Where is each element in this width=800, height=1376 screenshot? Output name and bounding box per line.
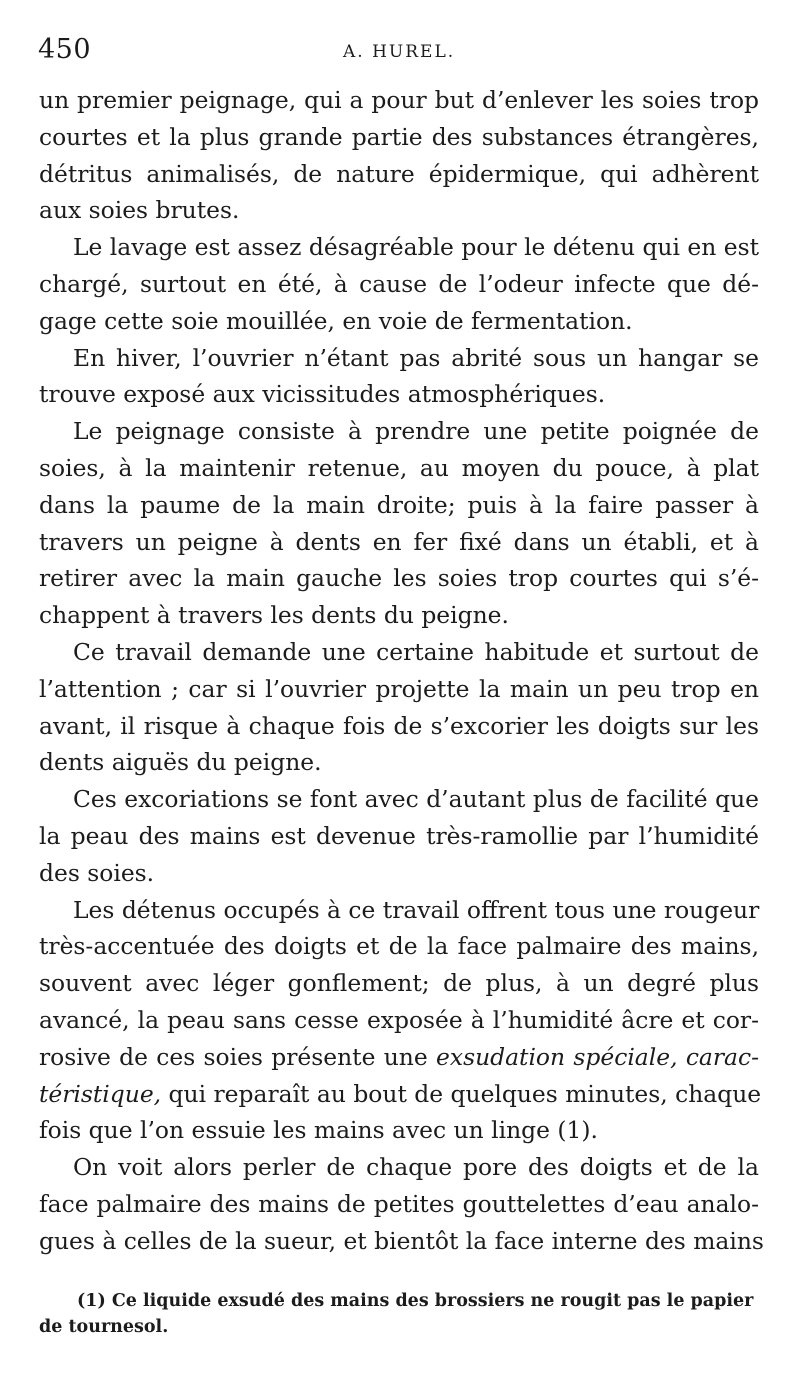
text-line: fois que l’on essuie les mains avec un linge (1). xyxy=(39,1116,598,1145)
text-line: l’attention ; car si l’ouvrier projette la main un peu trop en xyxy=(39,674,759,703)
text-line-with-italic: téristique, qui reparaît au bout de quelques minutes, chaque xyxy=(39,1079,762,1108)
page-number: 450 xyxy=(38,34,92,65)
text-line: chappent à travers les dents du peigne. xyxy=(39,601,509,630)
running-head: A. HUREL. xyxy=(343,42,456,62)
footnote-line: (1) Ce liquide exsudé des mains des brossiers ne rougit pas le papier xyxy=(77,1291,754,1311)
text-line: dans la paume de la main droite; puis à la faire passer à xyxy=(39,490,759,519)
italic-phrase: téristique, xyxy=(39,1079,162,1108)
text-line: soies, à la maintenir retenue, au moyen du pouce, à plat xyxy=(39,453,759,482)
text-line: la peau des mains est devenue très-ramollie par l’humidité xyxy=(39,821,759,850)
footnote-line: de tournesol. xyxy=(39,1317,169,1337)
text-line: aux soies brutes. xyxy=(39,196,240,225)
text-line: gage cette soie mouillée, en voie de fermentation. xyxy=(39,306,633,335)
text-line: retirer avec la main gauche les soies trop courtes qui s’é- xyxy=(39,564,759,593)
text-line: chargé, surtout en été, à cause de l’odeur infecte que dé- xyxy=(39,269,759,298)
text-line: détritus animalisés, de nature épidermique, qui adhèrent xyxy=(39,159,759,188)
footnote xyxy=(39,1288,759,1340)
page-header xyxy=(38,34,760,70)
text-line: un premier peignage, qui a pour but d’enlever les soies trop xyxy=(39,86,759,114)
text-line: Les détenus occupés à ce travail offrent tous une rougeur xyxy=(73,895,760,924)
text-line: gues à celles de la sueur, et bientôt la face interne des mains xyxy=(39,1226,764,1255)
text-line: travers un peigne à dents en fer fixé dans un établi, et à xyxy=(39,527,759,556)
text-line: On voit alors perler de chaque pore des doigts et de la xyxy=(73,1153,759,1182)
text-line: Ce travail demande une certaine habitude et surtout de xyxy=(73,637,759,666)
text-line: avant, il risque à chaque fois de s’excorier les doigts sur les xyxy=(39,711,759,740)
body-text xyxy=(39,82,764,1260)
text-line: Ces excoriations se font avec d’autant plus de facilité que xyxy=(73,785,759,814)
text-line: très-accentuée des doigts et de la face palmaire des mains, xyxy=(39,932,759,961)
text-line: dents aiguës du peigne. xyxy=(39,748,322,777)
text-line: avancé, la peau sans cesse exposée à l’humidité âcre et cor- xyxy=(39,1005,759,1034)
text-line-with-italic: rosive de ces soies présente une exsudation spéciale, carac- xyxy=(39,1042,759,1071)
text-line: En hiver, l’ouvrier n’étant pas abrité sous un hangar se xyxy=(73,343,759,372)
text-line: face palmaire des mains de petites gouttelettes d’eau analo- xyxy=(39,1189,759,1218)
text-line: courtes et la plus grande partie des substances étrangères, xyxy=(39,122,759,151)
text-line: souvent avec léger gonflement; de plus, à un degré plus xyxy=(39,969,759,998)
text-line: Le peignage consiste à prendre une petite poignée de xyxy=(73,417,759,446)
italic-phrase: exsudation spéciale, carac- xyxy=(436,1042,759,1071)
text-line: des soies. xyxy=(39,858,155,887)
text-line: trouve exposé aux vicissitudes atmosphériques. xyxy=(39,380,606,409)
text-line: Le lavage est assez désagréable pour le détenu qui en est xyxy=(73,233,759,262)
